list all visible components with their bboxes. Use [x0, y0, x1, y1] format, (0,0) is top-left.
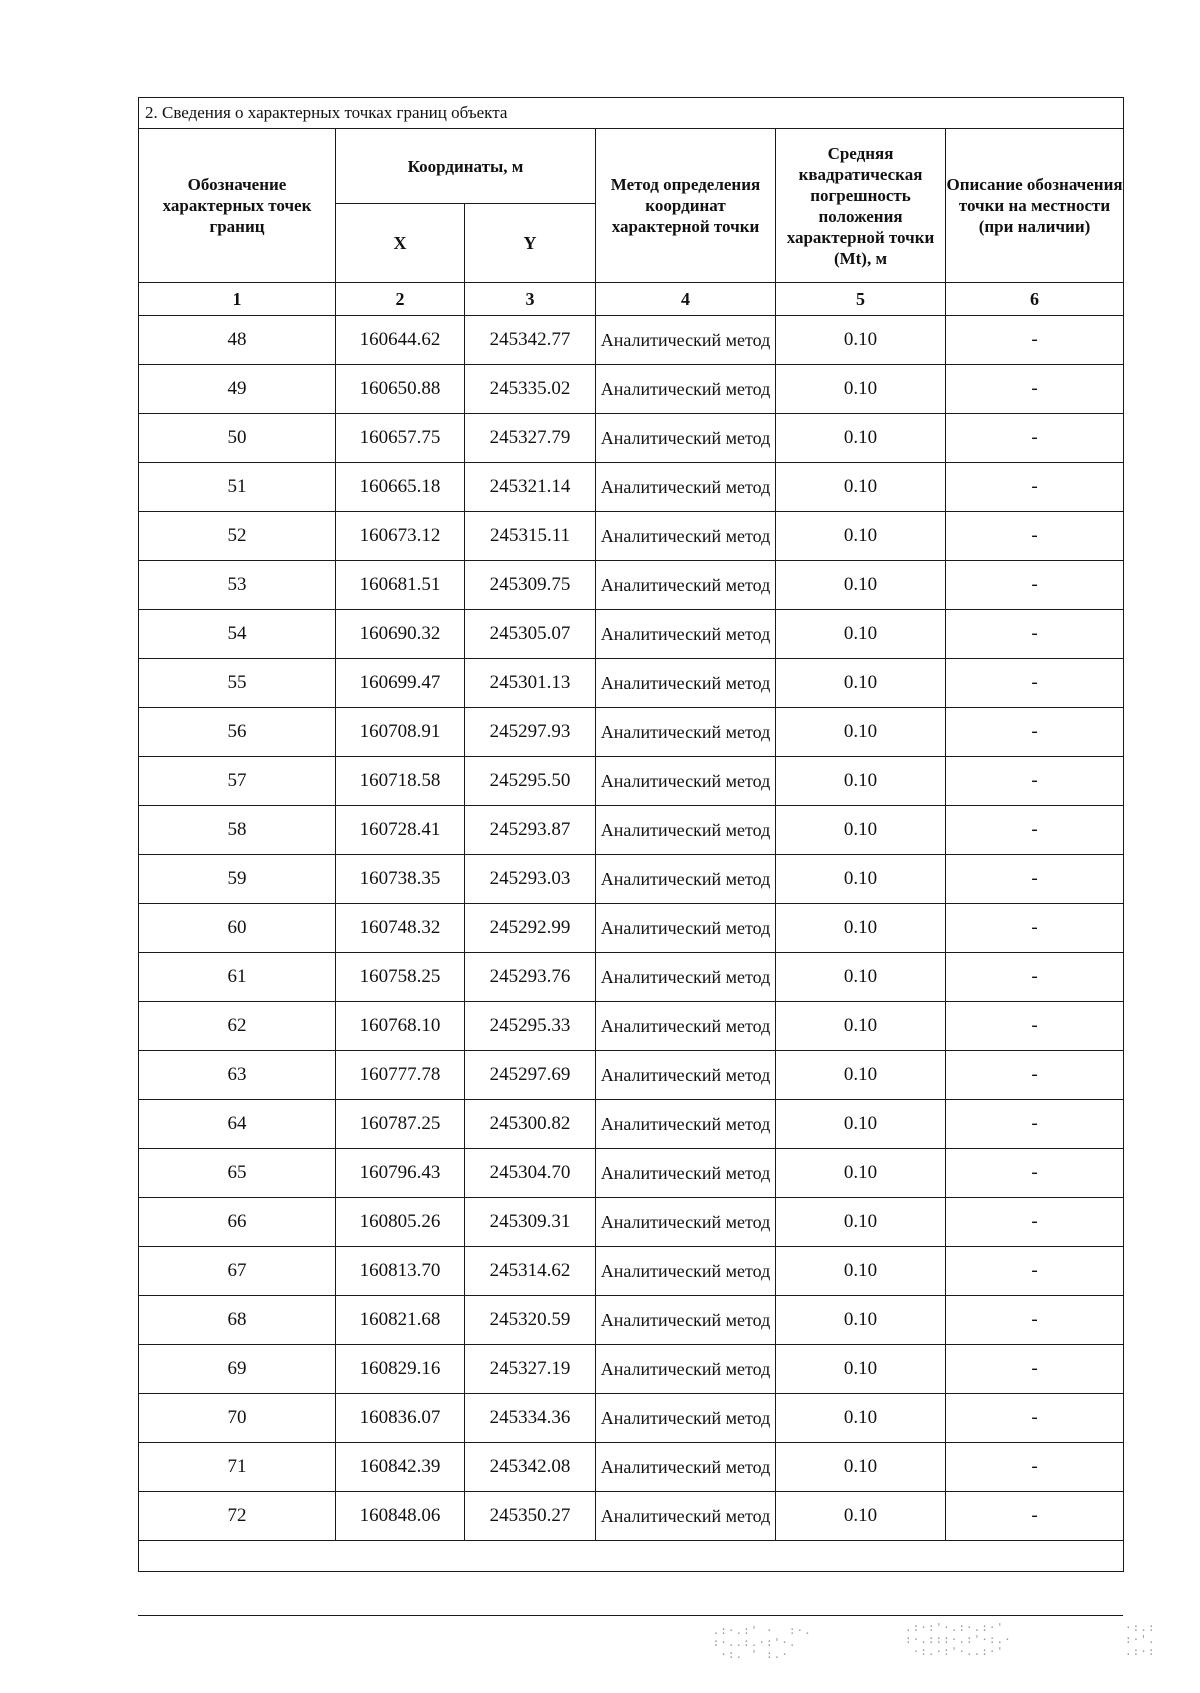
cell-description: -	[946, 512, 1124, 561]
cell-y: 245295.33	[465, 1002, 596, 1051]
cell-y: 245295.50	[465, 757, 596, 806]
table-body	[139, 316, 1124, 1541]
cell-mean-error: 0.10	[776, 1394, 946, 1443]
table-row	[139, 1149, 1124, 1198]
cell-point: 60	[139, 904, 336, 953]
cell-method: Аналитический метод	[596, 1100, 776, 1149]
cell-description: -	[946, 610, 1124, 659]
cell-y: 245304.70	[465, 1149, 596, 1198]
cell-point: 63	[139, 1051, 336, 1100]
table-row	[139, 1247, 1124, 1296]
cell-description: -	[946, 953, 1124, 1002]
cell-mean-error: 0.10	[776, 1002, 946, 1051]
cell-point: 61	[139, 953, 336, 1002]
table-row	[139, 1100, 1124, 1149]
cell-point: 56	[139, 708, 336, 757]
cell-x: 160768.10	[336, 1002, 465, 1051]
cell-x: 160813.70	[336, 1247, 465, 1296]
table-row	[139, 365, 1124, 414]
cell-point: 62	[139, 1002, 336, 1051]
scan-artifact: .:·.:' · :·. :·..:.·:'·. ·:. ' :.·	[712, 1624, 812, 1661]
cell-y: 245327.79	[465, 414, 596, 463]
cell-point: 54	[139, 610, 336, 659]
cell-x: 160748.32	[336, 904, 465, 953]
cell-mean-error: 0.10	[776, 1492, 946, 1541]
cell-description: -	[946, 1296, 1124, 1345]
cell-method: Аналитический метод	[596, 1051, 776, 1100]
cell-method: Аналитический метод	[596, 610, 776, 659]
cell-method: Аналитический метод	[596, 1296, 776, 1345]
cell-x: 160848.06	[336, 1492, 465, 1541]
cell-y: 245309.75	[465, 561, 596, 610]
cell-x: 160728.41	[336, 806, 465, 855]
column-number: 5	[776, 283, 946, 316]
section-title: 2. Сведения о характерных точках границ объекта	[139, 98, 1124, 129]
header-mean-error: Средняя квадратическая погрешность положения характерной точки (Mt), м	[776, 129, 946, 283]
cell-y: 245321.14	[465, 463, 596, 512]
cell-description: -	[946, 757, 1124, 806]
table-row	[139, 463, 1124, 512]
cell-method: Аналитический метод	[596, 953, 776, 1002]
table-row	[139, 1198, 1124, 1247]
column-number-row	[139, 283, 1124, 316]
cell-y: 245342.08	[465, 1443, 596, 1492]
cell-description: -	[946, 365, 1124, 414]
cell-x: 160657.75	[336, 414, 465, 463]
cell-x: 160829.16	[336, 1345, 465, 1394]
cell-point: 64	[139, 1100, 336, 1149]
cell-description: -	[946, 1394, 1124, 1443]
cell-mean-error: 0.10	[776, 708, 946, 757]
cell-point: 50	[139, 414, 336, 463]
cell-description: -	[946, 463, 1124, 512]
cell-point: 49	[139, 365, 336, 414]
cell-x: 160718.58	[336, 757, 465, 806]
cell-description: -	[946, 1443, 1124, 1492]
cell-mean-error: 0.10	[776, 757, 946, 806]
cell-x: 160805.26	[336, 1198, 465, 1247]
table-row	[139, 1492, 1124, 1541]
cell-point: 48	[139, 316, 336, 365]
cell-description: -	[946, 1492, 1124, 1541]
cell-mean-error: 0.10	[776, 512, 946, 561]
cell-description: -	[946, 316, 1124, 365]
cell-point: 67	[139, 1247, 336, 1296]
cell-method: Аналитический метод	[596, 1394, 776, 1443]
cell-description: -	[946, 806, 1124, 855]
cell-point: 51	[139, 463, 336, 512]
cell-point: 65	[139, 1149, 336, 1198]
cell-point: 71	[139, 1443, 336, 1492]
cell-y: 245327.19	[465, 1345, 596, 1394]
cell-method: Аналитический метод	[596, 1002, 776, 1051]
cell-mean-error: 0.10	[776, 1443, 946, 1492]
cell-y: 245293.76	[465, 953, 596, 1002]
table-row	[139, 1394, 1124, 1443]
cell-mean-error: 0.10	[776, 316, 946, 365]
cell-y: 245314.62	[465, 1247, 596, 1296]
cell-y: 245297.93	[465, 708, 596, 757]
cell-method: Аналитический метод	[596, 316, 776, 365]
cell-x: 160681.51	[336, 561, 465, 610]
cell-x: 160787.25	[336, 1100, 465, 1149]
cell-x: 160738.35	[336, 855, 465, 904]
table-row	[139, 1051, 1124, 1100]
table-row	[139, 904, 1124, 953]
cell-x: 160758.25	[336, 953, 465, 1002]
cell-mean-error: 0.10	[776, 1100, 946, 1149]
cell-point: 72	[139, 1492, 336, 1541]
table-row	[139, 1296, 1124, 1345]
cell-method: Аналитический метод	[596, 1345, 776, 1394]
cell-description: -	[946, 1051, 1124, 1100]
scan-artifact: ·:.: :·'. .:·:	[1125, 1621, 1156, 1658]
cell-x: 160708.91	[336, 708, 465, 757]
cell-method: Аналитический метод	[596, 659, 776, 708]
cell-description: -	[946, 1002, 1124, 1051]
cell-description: -	[946, 708, 1124, 757]
table-row	[139, 757, 1124, 806]
table-row	[139, 659, 1124, 708]
cell-mean-error: 0.10	[776, 1198, 946, 1247]
cell-point: 53	[139, 561, 336, 610]
cell-description: -	[946, 414, 1124, 463]
table-row	[139, 953, 1124, 1002]
cell-point: 70	[139, 1394, 336, 1443]
cell-description: -	[946, 1247, 1124, 1296]
bottom-divider	[138, 1615, 1123, 1616]
header-coordinates: Координаты, м	[336, 129, 596, 204]
cell-method: Аналитический метод	[596, 1247, 776, 1296]
header-y: Y	[465, 204, 596, 283]
cell-point: 57	[139, 757, 336, 806]
cell-method: Аналитический метод	[596, 1492, 776, 1541]
header-x: X	[336, 204, 465, 283]
cell-description: -	[946, 1149, 1124, 1198]
cell-y: 245315.11	[465, 512, 596, 561]
cell-x: 160777.78	[336, 1051, 465, 1100]
table-footer-cell	[139, 1541, 1124, 1572]
cell-method: Аналитический метод	[596, 1149, 776, 1198]
cell-method: Аналитический метод	[596, 561, 776, 610]
table-row	[139, 561, 1124, 610]
cell-method: Аналитический метод	[596, 757, 776, 806]
cell-x: 160821.68	[336, 1296, 465, 1345]
cell-y: 245297.69	[465, 1051, 596, 1100]
cell-method: Аналитический метод	[596, 1443, 776, 1492]
cell-point: 69	[139, 1345, 336, 1394]
cell-y: 245293.03	[465, 855, 596, 904]
cell-method: Аналитический метод	[596, 414, 776, 463]
cell-mean-error: 0.10	[776, 1051, 946, 1100]
cell-method: Аналитический метод	[596, 1198, 776, 1247]
cell-method: Аналитический метод	[596, 855, 776, 904]
cell-y: 245320.59	[465, 1296, 596, 1345]
cell-y: 245301.13	[465, 659, 596, 708]
cell-mean-error: 0.10	[776, 953, 946, 1002]
cell-method: Аналитический метод	[596, 708, 776, 757]
cell-method: Аналитический метод	[596, 463, 776, 512]
cell-mean-error: 0.10	[776, 1149, 946, 1198]
cell-description: -	[946, 1100, 1124, 1149]
cell-mean-error: 0.10	[776, 904, 946, 953]
cell-mean-error: 0.10	[776, 659, 946, 708]
table-row	[139, 708, 1124, 757]
cell-x: 160699.47	[336, 659, 465, 708]
cell-y: 245342.77	[465, 316, 596, 365]
header-point-designation: Обозначение характерных точек границ	[139, 129, 336, 283]
cell-y: 245292.99	[465, 904, 596, 953]
column-number: 6	[946, 283, 1124, 316]
cell-point: 68	[139, 1296, 336, 1345]
cell-description: -	[946, 1345, 1124, 1394]
cell-y: 245300.82	[465, 1100, 596, 1149]
cell-mean-error: 0.10	[776, 1296, 946, 1345]
cell-mean-error: 0.10	[776, 806, 946, 855]
cell-method: Аналитический метод	[596, 512, 776, 561]
cell-y: 245335.02	[465, 365, 596, 414]
cell-method: Аналитический метод	[596, 365, 776, 414]
cell-description: -	[946, 659, 1124, 708]
cell-x: 160690.32	[336, 610, 465, 659]
cell-mean-error: 0.10	[776, 463, 946, 512]
cell-y: 245305.07	[465, 610, 596, 659]
cell-x: 160673.12	[336, 512, 465, 561]
table-row	[139, 316, 1124, 365]
cell-y: 245293.87	[465, 806, 596, 855]
cell-x: 160836.07	[336, 1394, 465, 1443]
cell-x: 160665.18	[336, 463, 465, 512]
table-row	[139, 855, 1124, 904]
cell-point: 66	[139, 1198, 336, 1247]
header-description: Описание обозначения точки на местности (при наличии)	[946, 129, 1124, 283]
table-row	[139, 1443, 1124, 1492]
header-method: Метод определения координат характерной точки	[596, 129, 776, 283]
table-row	[139, 1345, 1124, 1394]
cell-mean-error: 0.10	[776, 414, 946, 463]
cell-x: 160842.39	[336, 1443, 465, 1492]
cell-x: 160644.62	[336, 316, 465, 365]
cell-method: Аналитический метод	[596, 806, 776, 855]
column-number: 3	[465, 283, 596, 316]
boundary-points-table	[138, 97, 1124, 1572]
scan-artifact: .:·:'·.:·.:·' :·.:::·.:'·:.· ·:.·:'·..:·'	[905, 1621, 1012, 1658]
cell-description: -	[946, 904, 1124, 953]
table-footer-row	[139, 1541, 1124, 1572]
cell-y: 245334.36	[465, 1394, 596, 1443]
cell-point: 55	[139, 659, 336, 708]
cell-point: 58	[139, 806, 336, 855]
cell-description: -	[946, 855, 1124, 904]
cell-x: 160796.43	[336, 1149, 465, 1198]
cell-mean-error: 0.10	[776, 610, 946, 659]
cell-description: -	[946, 561, 1124, 610]
cell-y: 245309.31	[465, 1198, 596, 1247]
cell-mean-error: 0.10	[776, 1345, 946, 1394]
table-row	[139, 1002, 1124, 1051]
table-row	[139, 414, 1124, 463]
table-row	[139, 512, 1124, 561]
column-number: 4	[596, 283, 776, 316]
cell-point: 52	[139, 512, 336, 561]
cell-mean-error: 0.10	[776, 855, 946, 904]
cell-mean-error: 0.10	[776, 1247, 946, 1296]
column-number: 2	[336, 283, 465, 316]
cell-mean-error: 0.10	[776, 561, 946, 610]
cell-method: Аналитический метод	[596, 904, 776, 953]
table-row	[139, 610, 1124, 659]
table-row	[139, 806, 1124, 855]
cell-x: 160650.88	[336, 365, 465, 414]
column-number: 1	[139, 283, 336, 316]
cell-mean-error: 0.10	[776, 365, 946, 414]
cell-point: 59	[139, 855, 336, 904]
cell-description: -	[946, 1198, 1124, 1247]
cell-y: 245350.27	[465, 1492, 596, 1541]
